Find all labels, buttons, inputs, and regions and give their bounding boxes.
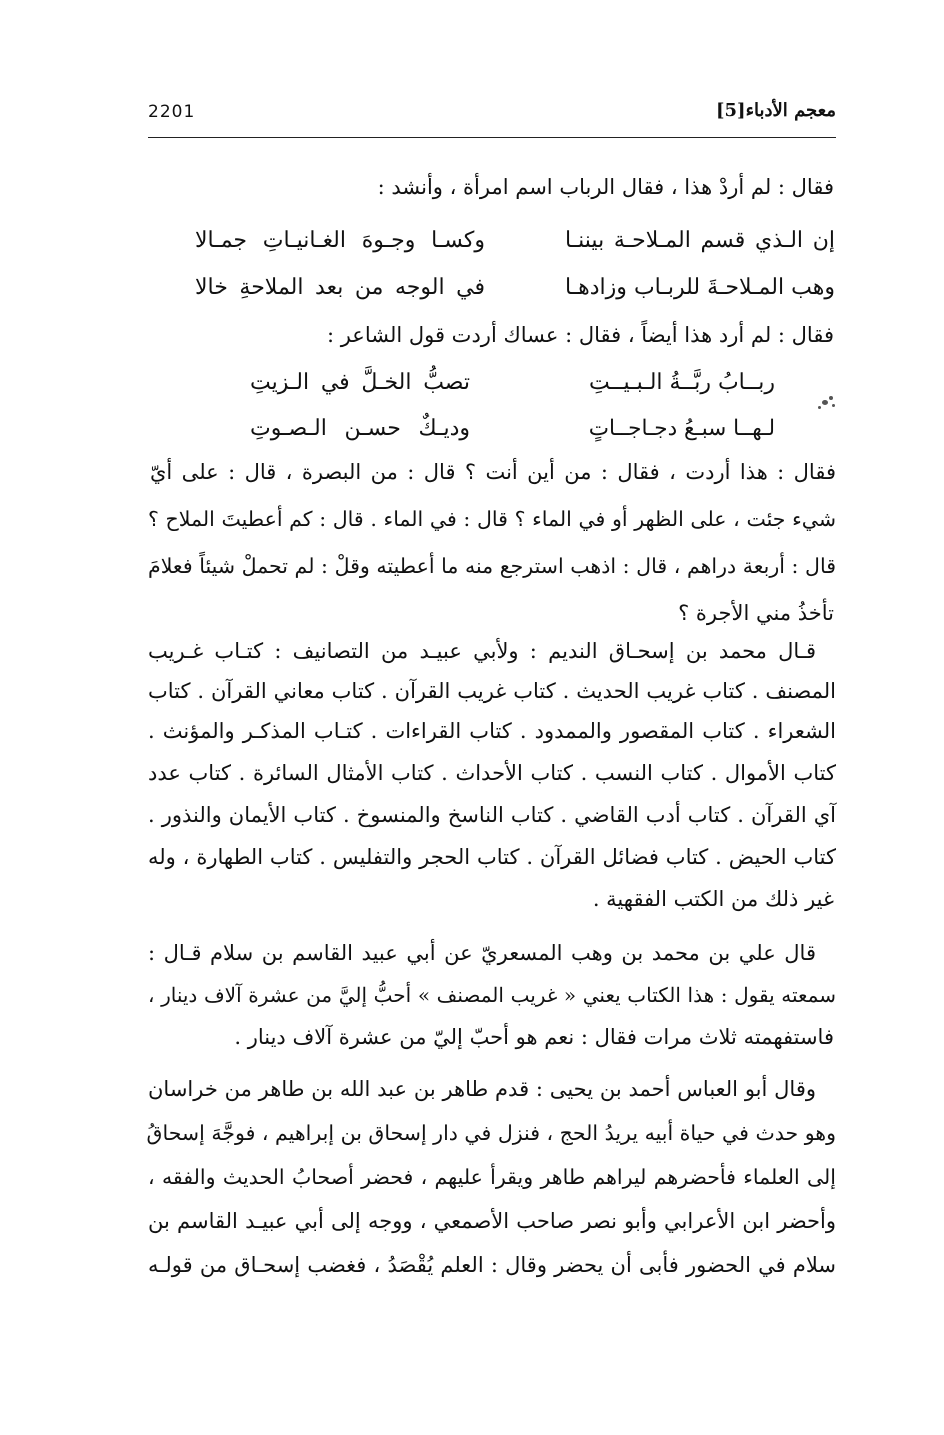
paragraph-line: وهو حدث في حياة أبيه يريدُ الحج ، فنزل في دار إسحاق بن إبراهيم ، فوجَّهَ إسحاقُ xyxy=(146,1121,836,1145)
paragraph-line: فقال : هذا أردت ، فقال : من أين أنت ؟ قال : من البصرة ، قال : على أيّ xyxy=(150,460,836,484)
running-title: معجم الأدباء[5] xyxy=(715,100,836,121)
verse-intro-line: فقال : لم أردْ هذا ، فقال الرباب اسم امرأة ، وأنشد : xyxy=(377,175,834,199)
verse-intro-line: فقال : لم أرد هذا أيضاً ، فقال : عساك أردت قول الشاعر : xyxy=(326,323,834,347)
verse-hemistich-second: تصبُّ الخـلَّ في الـزيتِ xyxy=(250,370,470,395)
verse-hemistich-second: وديـكٌ حسـن الـصـوتِ xyxy=(250,416,470,441)
paragraph-line: المصنف . كتاب غريب الحديث . كتاب غريب القرآن . كتاب معاني القرآن . كتاب xyxy=(148,679,836,703)
paragraph-line: تأخذُ مني الأجرة ؟ xyxy=(678,601,834,625)
paragraph-line: آي القرآن . كتاب أدب القاضي . كتاب الناسخ والمنسوخ . كتاب الأيمان والنذور . xyxy=(148,803,836,827)
paragraph-line: إلى العلماء فأحضرهم ليراهم طاهر ويقرأ عليهم ، فحضر أصحابُ الحديث والفقه ، xyxy=(148,1165,836,1189)
verse-line xyxy=(195,366,835,400)
header-divider xyxy=(148,137,836,138)
paragraph-line: الشعراء . كتاب المقصور والممدود . كتاب القراءات . كتـاب المذكـر والمؤنث . xyxy=(148,719,836,743)
paragraph-line: قال : أربعة دراهم ، قال : اذهب استرجع منه ما أعطيته وقلْ : لم تحملْ شيئاً فعلامَ xyxy=(148,554,836,578)
paragraph-line: وقال أبو العباس أحمد بن يحيى : قدم طاهر بن عبد الله بن طاهر من خراسان xyxy=(148,1077,816,1101)
paragraph-line: غير ذلك من الكتب الفقهية . xyxy=(592,887,834,911)
verse-hemistich-first: لـهــا سبـعُ دجـاجــاتٍ xyxy=(588,416,775,441)
paragraph-line: قـال محمد بن إسحـاق النديم : ولأبي عبيـد من التصانيف : كتـاب غـريب xyxy=(148,639,816,663)
paragraph-line: قال علي بن محمد بن وهب المسعريّ عن أبي عبيد القاسم بن سلام قـال : xyxy=(148,941,816,965)
paragraph-line: فاستفهمته ثلاث مرات فقال : نعم هو أحبّ إليّ من عشرة آلاف دينار . xyxy=(234,1025,834,1049)
paragraph-line: كتاب الأموال . كتاب النسب . كتاب الأحداث . كتاب الأمثال السائرة . كتاب عدد xyxy=(148,761,836,785)
paragraph-line: سمعته يقول : هذا الكتاب يعني « غريب المصنف » أحبُّ إليَّ من عشرة آلاف دينار ، xyxy=(148,983,836,1007)
paragraph-line: شيء جئت ، على الظهر أو في الماء ؟ قال : في الماء . قال : كم أعطيتَ الملاح ؟ xyxy=(148,507,836,531)
verse-hemistich-second: وكسـا وجـوهَ الغـانيـاتِ جمـالا xyxy=(195,228,485,253)
paragraph-line: كتاب الحيض . كتاب فضائل القرآن . كتاب الحجر والتفليس . كتاب الطهارة ، وله xyxy=(148,845,836,869)
page-header xyxy=(148,100,836,130)
verse-line xyxy=(195,271,835,305)
verse-hemistich-first: إن الـذي قسم المـلاحـة بيننـا xyxy=(565,228,835,253)
verse-hemistich-first: وهب المـلاحـةَ للربـاب وزادهـا xyxy=(565,275,835,300)
verse-line xyxy=(195,224,835,258)
verse-hemistich-second: في الوجه من بعد الملاحةِ خالا xyxy=(195,275,485,300)
scan-speck-mark xyxy=(812,386,842,416)
verse-hemistich-first: ربــابُ ربَّــةُ الـبـيــتِ xyxy=(589,370,775,395)
paragraph-line: سلام في الحضور فأبى أن يحضر وقال : العلم يُقْصَدُ ، فغضب إسحـاق من قولـه xyxy=(148,1253,836,1277)
verse-line xyxy=(195,412,835,446)
paragraph-line: وأحضر ابن الأعرابي وأبو نصر صاحب الأصمعي ، ووجه إلى أبي عبيـد القاسم بن xyxy=(148,1209,836,1233)
page-number: 2201 xyxy=(148,102,196,122)
